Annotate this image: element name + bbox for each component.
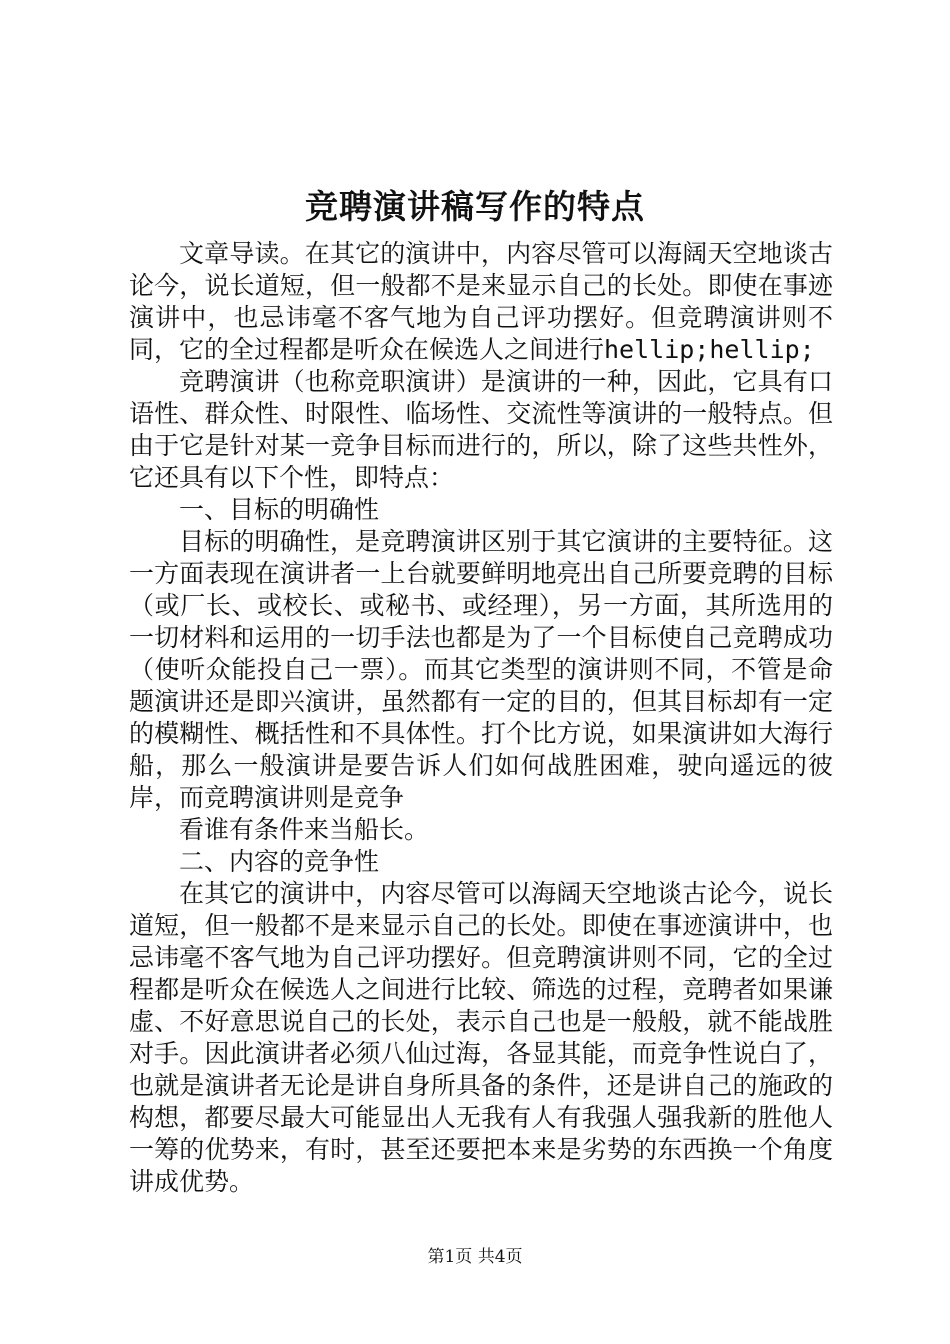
overview-paragraph: 竞聘演讲（也称竞职演讲）是演讲的一种，因此，它具有口语性、群众性、时限性、临场性、交流性等演讲的一般特点。但由于它是针对某一竞争目标而进行的，所以，除了这些共性外，它还具有以下个性，即特点：	[129, 367, 833, 492]
section-1-continuation: 看谁有条件来当船长。	[179, 815, 430, 844]
section-2-paragraph: 在其它的演讲中，内容尽管可以海阔天空地谈古论今，说长道短，但一般都不是来显示自己的长处。即使在事迹演讲中，也忌讳毫不客气地为自己评功摆好。但竞聘演讲则不同，它的全过程都是听众在候选人之间进行比较、筛选的过程，竞聘者如果谦虚、不好意思说自己的长处，表示自己也是一般般，就不能战胜对手。因此演讲者必须八仙过海，各显其能，而竞争性说白了，也就是演讲者无论是讲自身所具备的条件，还是讲自己的施政的构想，都要尽最大可能显出人无我有人有我强人强我新的胜他人一筹的优势来，有时，甚至还要把本来是劣势的东西换一个角度讲成优势。	[129, 879, 833, 1196]
intro-paragraph: 文章导读。在其它的演讲中，内容尽管可以海阔天空地谈古论今，说长道短，但一般都不是来显示自己的长处。即使在事迹演讲中，也忌讳毫不客气地为自己评功摆好。但竞聘演讲则不同，它的全过程都是听众在候选人之间进行hellip;hellip;	[129, 239, 833, 364]
document-body	[129, 238, 833, 1198]
page-title: 竞聘演讲稿写作的特点	[305, 187, 645, 226]
page-footer: 第1页 共4页	[427, 1247, 523, 1267]
section-1-paragraph: 目标的明确性，是竞聘演讲区别于其它演讲的主要特征。这一方面表现在演讲者一上台就要鲜明地亮出自己所要竞聘的目标（或厂长、或校长、或秘书、或经理），另一方面，其所选用的一切材料和运用的一切手法也都是为了一个目标使自己竞聘成功（使听众能投自己一票）。而其它类型的演讲则不同，不管是命题演讲还是即兴演讲，虽然都有一定的目的，但其目标却有一定的模糊性、概括性和不具体性。打个比方说，如果演讲如大海行船，那么一般演讲是要告诉人们如何战胜困难，驶向遥远的彼岸，而竞聘演讲则是竞争	[129, 527, 833, 812]
section-heading-2: 二、内容的竞争性	[179, 847, 380, 876]
section-heading-1: 一、目标的明确性	[179, 495, 380, 524]
